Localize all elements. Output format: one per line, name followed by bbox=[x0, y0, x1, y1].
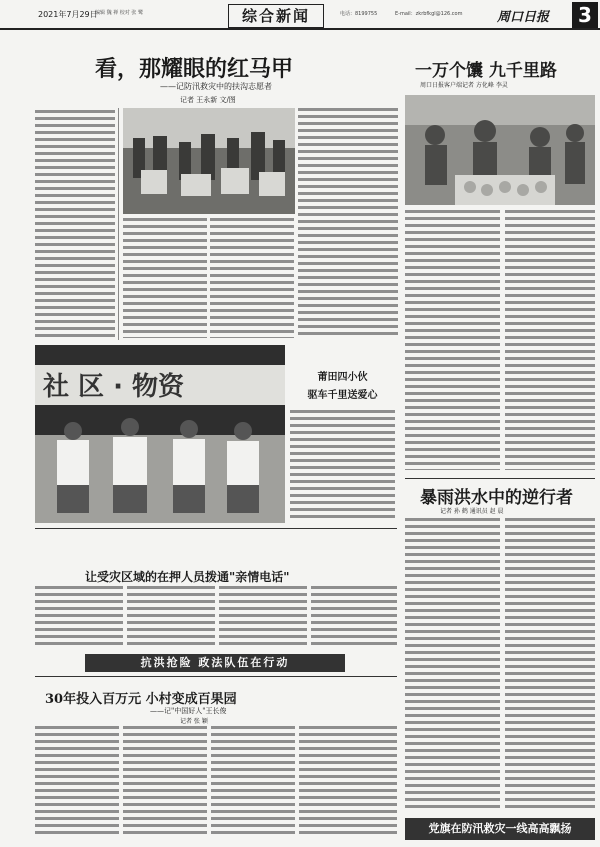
article3-text-col1 bbox=[405, 518, 500, 812]
photo-caption-title bbox=[290, 368, 395, 401]
article1-headline: 看，那耀眼的红马甲 bbox=[95, 56, 294, 82]
section-rule bbox=[35, 676, 397, 677]
article3-text-col2 bbox=[505, 518, 595, 812]
issue-date: 2021年7月29日 bbox=[38, 10, 98, 19]
article5-text-col2 bbox=[123, 726, 207, 836]
article5-text-col1 bbox=[35, 726, 119, 836]
article1-subtitle: ——记防汛救灾中的扶沟志愿者 bbox=[160, 82, 272, 91]
article4-text-col2 bbox=[127, 586, 215, 646]
article5-byline: 记者 张 颖 bbox=[180, 718, 208, 725]
article2-text-col2 bbox=[505, 210, 595, 470]
bottom-banner: 党旗在防汛救灾一线高高飘扬 bbox=[405, 818, 595, 840]
article4-text-col3 bbox=[219, 586, 307, 646]
article1-text-col3 bbox=[210, 218, 294, 338]
article1-text-col2 bbox=[123, 218, 207, 338]
photo-caption-line1: 莆田四小伙 bbox=[317, 372, 368, 383]
article1-text-col4 bbox=[298, 108, 398, 338]
article5-subtitle: ——记"中国好人"王长俊 bbox=[150, 707, 227, 715]
article5-text-col3 bbox=[211, 726, 295, 836]
article4-text-col1 bbox=[35, 586, 123, 646]
column-divider bbox=[118, 108, 119, 340]
editor-credits: 编辑 魏 禅 校对 张 鹭 bbox=[95, 10, 143, 16]
photo-caption-line2: 驱车千里送爱心 bbox=[307, 390, 378, 401]
page-number: 3 bbox=[572, 2, 598, 28]
article1-text-col1 bbox=[35, 110, 115, 338]
article3-headline: 暴雨洪水中的逆行者 bbox=[420, 488, 573, 508]
contact-email: E-mail：zkrbfkgl@126.com bbox=[395, 11, 463, 17]
masthead bbox=[0, 0, 600, 30]
section-title: 综合新闻 bbox=[228, 4, 324, 28]
putian-volunteers-photo bbox=[35, 345, 285, 523]
article3-byline: 记者 孙 鹤 通讯员 赵 晨 bbox=[440, 508, 504, 515]
article5-text-col4 bbox=[299, 726, 397, 836]
article4-text-col4 bbox=[311, 586, 397, 646]
article1-photo bbox=[123, 108, 295, 214]
article1-byline: 记者 王永新 文/图 bbox=[180, 96, 236, 104]
article5-headline: 30年投入百万元 小村变成百果园 bbox=[45, 692, 237, 707]
svg-text:社 区 · 物资: 社 区 · 物资 bbox=[43, 372, 185, 402]
contact-phone: 电话：8199755 bbox=[340, 11, 378, 17]
article2-byline: 周口日报客户端记者 方化峰 李灵 bbox=[420, 82, 508, 89]
photo-caption-text bbox=[290, 410, 395, 522]
article4-headline: 让受灾区域的在押人员拨通"亲情电话" bbox=[85, 570, 290, 584]
newspaper-logo: 周口日报 bbox=[497, 10, 550, 25]
section-rule bbox=[35, 528, 397, 529]
article2-headline: 一万个馕 九千里路 bbox=[415, 61, 557, 81]
article4-banner: 抗洪抢险 政法队伍在行动 bbox=[85, 654, 345, 672]
article2-photo bbox=[405, 95, 595, 205]
article2-text-col1 bbox=[405, 210, 500, 470]
section-rule bbox=[405, 478, 595, 479]
